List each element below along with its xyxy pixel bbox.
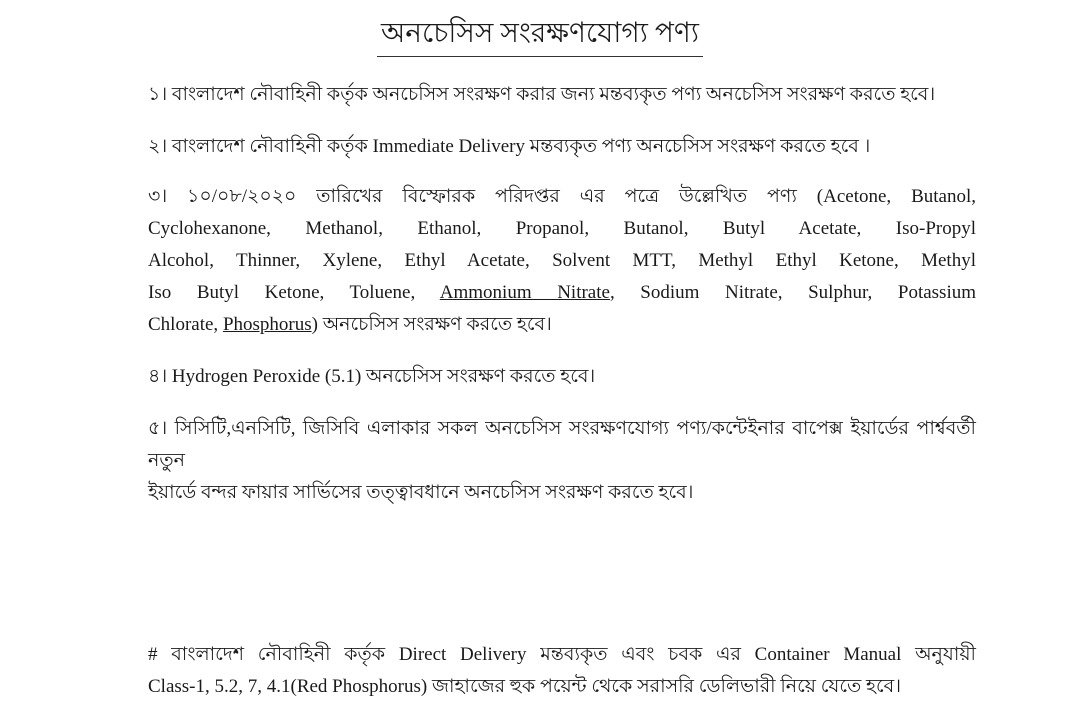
item-1: ১। বাংলাদেশ নৌবাহিনী কর্তৃক অনচেসিস সংরক্ষণ করার জন্য মন্তব্যকৃত পণ্য অনচেসিস সংরক্ষণ করতে হবে।: [148, 84, 936, 105]
page-title: অনচেসিস সংরক্ষণযোগ্য পণ্য: [0, 14, 1080, 57]
item-5-line-2: ইয়ার্ডে বন্দর ফায়ার সার্ভিসের তত্ত্বাবধানে অনচেসিস সংরক্ষণ করতে হবে।: [148, 482, 694, 503]
item-5-line-1: ৫। সিসিটি,এনসিটি, জিসিবি এলাকার সকল অনচেসিস সংরক্ষণযোগ্য পণ্য/কন্টেইনার বাপেক্স ইয়ার্ডের পার্শ্ববর্তী নতুন: [148, 418, 976, 471]
item-3-line-3: Alcohol, Thinner, Xylene, Ethyl Acetate, Solvent MTT, Methyl Ethyl Ketone, Methyl: [148, 250, 976, 271]
item-5-block: [148, 413, 976, 509]
item-4: ৪। Hydrogen Peroxide (5.1) অনচেসিস সংরক্ষণ করতে হবে।: [148, 366, 596, 387]
item-1-block: [148, 79, 976, 111]
item-3-block: [148, 181, 976, 341]
item-2-block: [148, 131, 976, 163]
note-line-1: # বাংলাদেশ নৌবাহিনী কর্তৃক Direct Delivery মন্তব্যকৃত এবং চবক এর Container Manual অনুযায়ী: [148, 644, 976, 665]
item-3-line-2: Cyclohexanone, Methanol, Ethanol, Propanol, Butanol, Butyl Acetate, Iso-Propyl: [148, 218, 976, 239]
note-block: [148, 639, 976, 703]
item-4-block: [148, 361, 976, 393]
underlined-phosphorus: Phosphorus: [222, 314, 312, 335]
underlined-ammonium-nitrate: Ammonium Nitrate: [439, 282, 610, 303]
note-line-2: Class-1, 5.2, 7, 4.1(Red Phosphorus) জাহাজের হুক পয়েন্ট থেকে সরাসরি ডেলিভারী নিয়ে যেতে হবে।: [148, 676, 901, 697]
item-3-line-1: ৩। ১০/০৮/২০২০ তারিখের বিস্ফোরক পরিদপ্তর এর পত্রে উল্লেখিত পণ্য (Acetone, Butanol,: [148, 186, 976, 207]
item-3-line-5: Chlorate, Phosphorus) অনচেসিস সংরক্ষণ করতে হবে।: [148, 314, 552, 335]
item-3-line-4: Iso Butyl Ketone, Toluene, Ammonium Nitrate, Sodium Nitrate, Sulphur, Potassium: [148, 282, 977, 303]
item-2: ২। বাংলাদেশ নৌবাহিনী কর্তৃক Immediate Delivery মন্তব্যকৃত পণ্য অনচেসিস সংরক্ষণ করতে হবে ।: [148, 136, 871, 157]
